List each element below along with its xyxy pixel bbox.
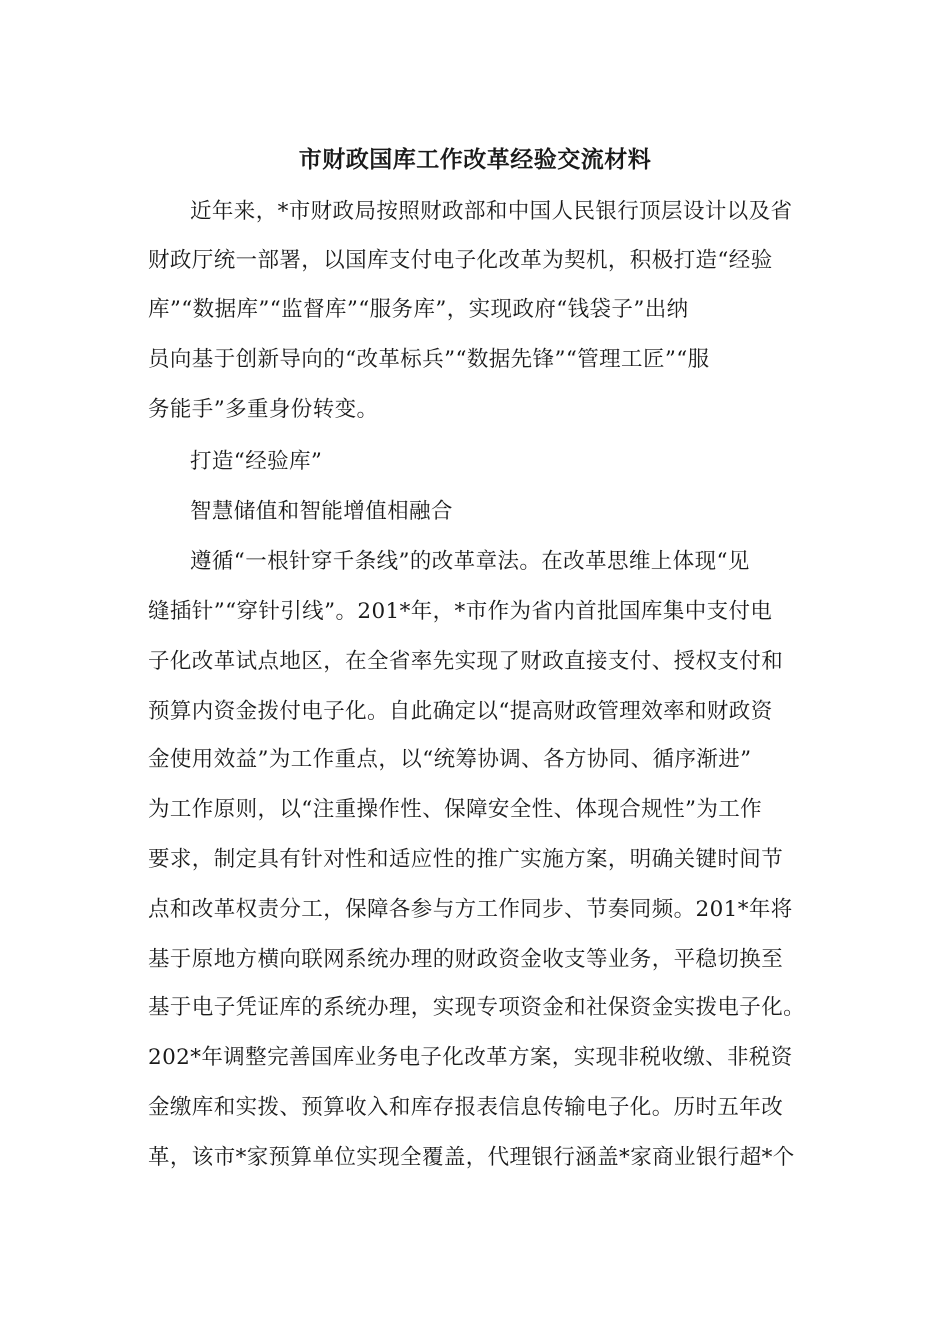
paragraph-line: 遵循“一根针穿千条线”的改革章法。在改革思维上体现“见 — [190, 549, 750, 574]
paragraph-line: 金缴库和实拨、预算收入和库存报表信息传输电子化。历时五年改 — [148, 1095, 784, 1120]
paragraph-line: 务能手”多重身份转变。 — [148, 397, 379, 422]
paragraph-line: 基于电子凭证库的系统办理，实现专项资金和社保资金实拨电子化。 — [148, 995, 806, 1020]
paragraph-line: 202*年调整完善国库业务电子化改革方案，实现非税收缴、非税资 — [148, 1045, 793, 1070]
paragraph-line: 要求，制定具有针对性和适应性的推广实施方案，明确关键时间节 — [148, 847, 784, 872]
paragraph-line: 为工作原则，以“注重操作性、保障安全性、体现合规性”为工作 — [148, 797, 763, 822]
paragraph-line: 金使用效益”为工作重点，以“统筹协调、各方协同、循序渐进” — [148, 747, 752, 772]
paragraph-line: 基于原地方横向联网系统办理的财政资金收支等业务，平稳切换至 — [148, 947, 784, 972]
paragraph-line: 点和改革权责分工，保障各参与方工作同步、节奏同频。201*年将 — [148, 897, 793, 922]
subsection-heading: 智慧储值和智能增值相融合 — [190, 499, 453, 524]
paragraph-line: 财政厅统一部署，以国库支付电子化改革为契机，积极打造“经验 — [148, 248, 773, 273]
paragraph-line: 员向基于创新导向的“改革标兵”“数据先锋”“管理工匠”“服 — [148, 347, 710, 372]
paragraph-line: 预算内资金拨付电子化。自此确定以“提高财政管理效率和财政资 — [148, 699, 773, 724]
paragraph-line: 库”“数据库”“监督库”“服务库”，实现政府“钱袋子”出纳 — [148, 297, 689, 322]
paragraph-line: 革，该市*家预算单位实现全覆盖，代理银行涵盖*家商业银行超*个 — [148, 1145, 795, 1170]
section-heading: 打造“经验库” — [190, 449, 323, 474]
paragraph-line: 缝插针”“穿针引线”。201*年，*市作为省内首批国库集中支付电 — [148, 599, 773, 624]
paragraph-line: 近年来，*市财政局按照财政部和中国人民银行顶层设计以及省 — [190, 199, 793, 224]
document-title: 市财政国库工作改革经验交流材料 — [298, 146, 652, 173]
paragraph-line: 子化改革试点地区，在全省率先实现了财政直接支付、授权支付和 — [148, 649, 784, 674]
